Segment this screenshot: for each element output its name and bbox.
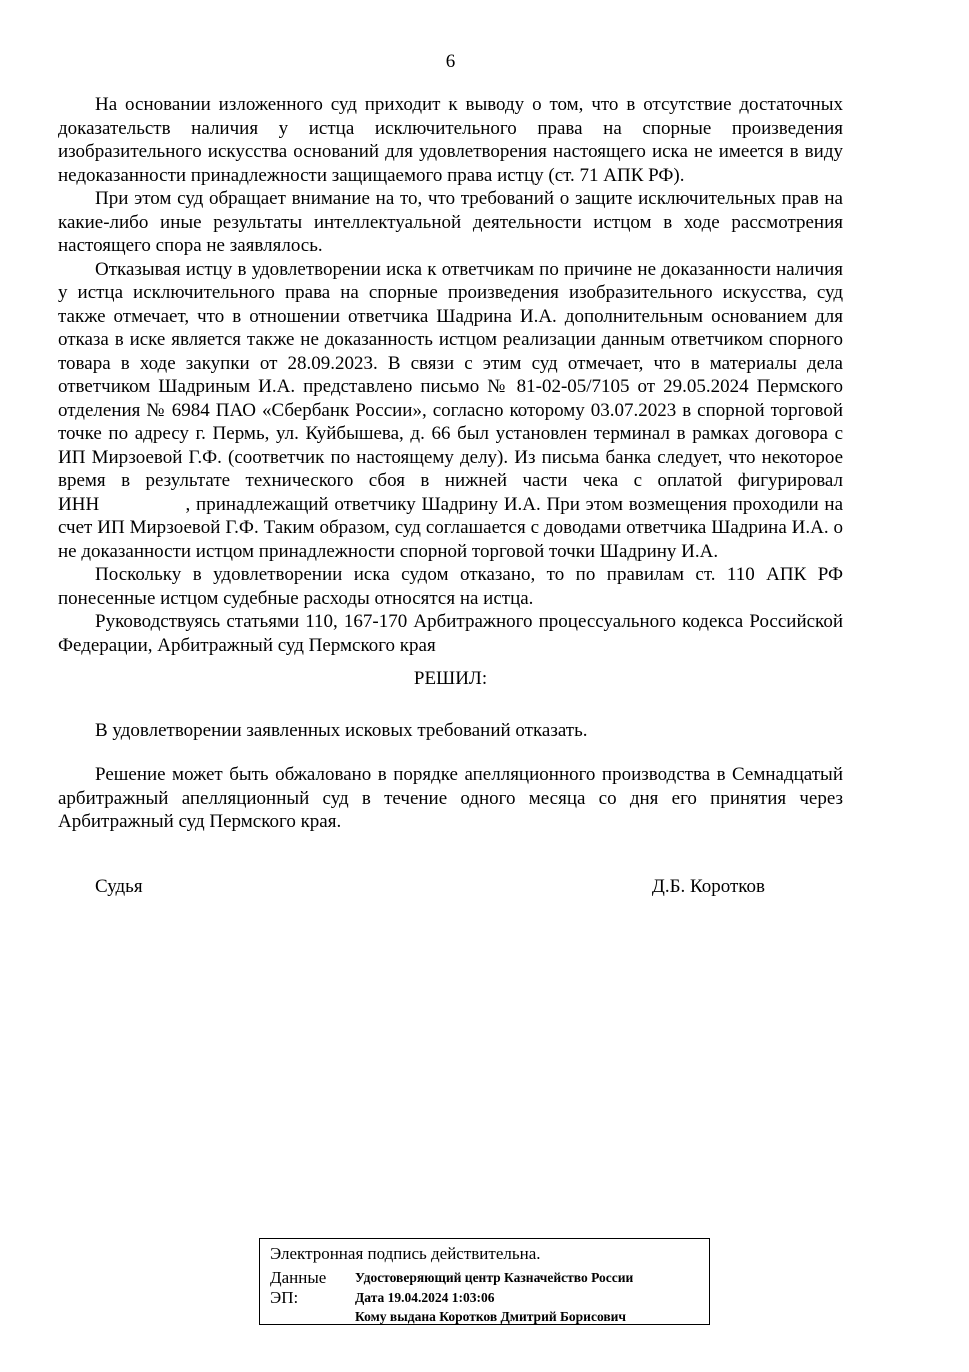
stamp-validity-text: Электронная подпись действительна. [270, 1244, 541, 1263]
body-paragraph-3: Отказывая истцу в удовлетворении иска к ответчикам по причине не доказанности наличия у истца исключительного права на спорные произведения изобразительного искусства, суд также отмечает, что в отношении ответчика Шадрина И.А. дополнительным основанием для отказа в иске является также не доказанность истцом реализации данным ответчиком спорного товара в ходе закупки от 28.09.2023. В связи с этим суд отмечает, что в материалы дела ответчиком Шадриным И.А. представлено письмо № 81-02-05/7105 от 29.05.2024 Пермского отделения № 6984 ПАО «Сбербанк России», согласно которому 03.07.2023 в спорной торговой точке по адресу г. Пермь, ул. Куйбышева, д. 66 был установлен терминал в рамках договора с ИП Мирзоевой Г.Ф. (соответчик по настоящему делу). Из письма банка следует, что некоторое время в результате технического сбоя в нижней части чека с оплатой фигурировал ИНН , принадлежащий ответчику Шадрину И.А. При этом возмещения проходили на счет ИП Мирзоевой Г.Ф. Таким образом, суд соглашается с доводами ответчика Шадрина И.А. о не доказанности истцом принадлежности спорной торговой точки Шадрину И.А. [58, 258, 843, 562]
stamp-data-values [355, 1268, 633, 1327]
stamp-data-label: Данные ЭП: [270, 1268, 327, 1307]
stamp-authority: Удостоверяющий центр Казначейство России [355, 1270, 634, 1285]
resolution-paragraph: В удовлетворении заявленных исковых требований отказать. [95, 719, 588, 741]
judge-role-label: Судья [95, 875, 143, 897]
stamp-data-row [270, 1268, 701, 1327]
esignature-stamp [259, 1238, 710, 1325]
appeal-paragraph: Решение может быть обжаловано в порядке апелляционного производства в Семнадцатый арбитражный апелляционный суд в течение одного месяца со дня его принятия через Арбитражный суд Пермского края. [58, 764, 843, 832]
body-paragraph-5: Руководствуясь статьями 110, 167-170 Арбитражного процессуального кодекса Российской Федерации, Арбитражный суд Пермского края [58, 611, 843, 656]
signature-row [58, 875, 843, 899]
page-content [58, 50, 843, 898]
resolution-heading: РЕШИЛ: [413, 668, 488, 689]
body-paragraph-1: На основании изложенного суд приходит к выводу о том, что в отсутствие достаточных доказательств наличия у истца исключительного права на спорные произведения изобразительного искусства оснований для удовлетворения настоящего иска не имеется в виду недоказанности принадлежности защищаемого права истцу (ст. 71 АПК РФ). [58, 94, 843, 186]
body-paragraph-4: Поскольку в удовлетворении иска судом отказано, то по правилам ст. 110 АПК РФ понесенные истцом судебные расходы относятся на истца. [58, 564, 843, 609]
body-paragraph-2: При этом суд обращает внимание на то, что требований о защите исключительных прав на какие-либо иные результаты интеллектуальной деятельности истцом в ходе рассмотрения настоящего спора не заявлялось. [58, 188, 843, 256]
judge-name: Д.Б. Коротков [651, 875, 765, 897]
stamp-date: Дата 19.04.2024 1:03:06 [355, 1289, 495, 1305]
stamp-issued-to: Кому выдана Коротков Дмитрий Борисович [355, 1309, 627, 1324]
page-number: 6 [445, 51, 456, 72]
